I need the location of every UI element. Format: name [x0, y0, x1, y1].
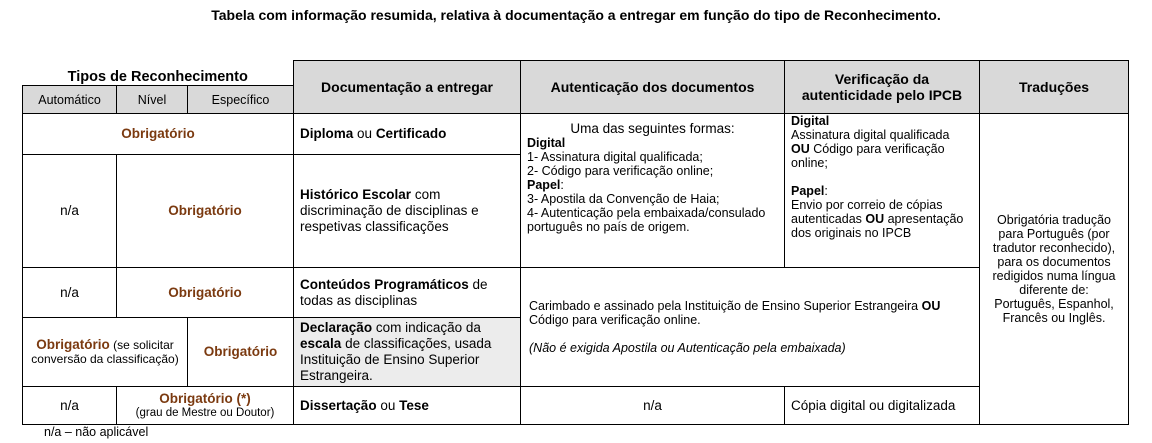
verificacao-header: Verificação da autenticidade pelo IPCB: [785, 61, 980, 114]
dissertacao-automatico: n/a: [23, 387, 117, 425]
dissertacao-verificacao: Cópia digital ou digitalizada: [785, 387, 980, 425]
diploma-doc: Diploma ou Certificado: [294, 114, 521, 155]
historico-doc: Histórico Escolar com discriminação de disciplinas e respetivas classificações: [294, 155, 521, 268]
declaracao-tipo: Obrigatório: [188, 318, 294, 387]
documentacao-header: Documentação a entregar: [294, 61, 521, 114]
dissertacao-tipo: Obrigatório (*) (grau de Mestre ou Doutor): [117, 387, 294, 425]
autenticacao-formas-cell: Uma das seguintes formas: Digital 1- Assinatura digital qualificada; 2- Código para verificação online; Papel: 3- Apostila da Convenção de Haia; 4- Autenticação pela embaixada/consulado português no país de origem.: [521, 114, 785, 268]
traducoes-header: Traduções: [980, 61, 1129, 114]
conteudos-automatico: n/a: [23, 268, 117, 318]
dissertacao-autenticacao: n/a: [521, 387, 785, 425]
conteudos-tipo: Obrigatório: [117, 268, 294, 318]
tipos-header: Tipos de Reconhecimento: [23, 61, 294, 86]
verificacao-ipcb-cell: Digital Assinatura digital qualificada OU Código para verificação online; Papel: Envio por correio de cópias autenticadas OU apresentação dos originais no IPCB: [785, 114, 980, 268]
dissertacao-doc: Dissertação ou Tese: [294, 387, 521, 425]
diploma-tipo: Obrigatório: [23, 114, 294, 155]
documentation-table: [22, 60, 1129, 425]
historico-tipo: Obrigatório: [117, 155, 294, 268]
declaracao-automatico: Obrigatório (se solicitar conversão da classificação): [23, 318, 188, 387]
automatico-header: Automático: [23, 86, 117, 114]
nivel-header: Nível: [117, 86, 188, 114]
carimbado-cell: Carimbado e assinado pela Instituição de Ensino Superior Estrangeira OU Código para verificação online. (Não é exigida Apostila ou Autenticação pela embaixada): [521, 268, 980, 387]
table-caption: Tabela com informação resumida, relativa à documentação a entregar em função do tipo de Reconhecimento.: [211, 7, 941, 23]
historico-automatico: n/a: [23, 155, 117, 268]
conteudos-doc: Conteúdos Programáticos de todas as disciplinas: [294, 268, 521, 318]
footnote: n/a – não aplicável: [44, 425, 149, 439]
especifico-header: Específico: [188, 86, 294, 114]
traducoes-cell: Obrigatória tradução para Português (por tradutor reconhecido), para os documentos redigidos numa língua diferente de: Português, Espanhol, Francês ou Inglês.: [980, 114, 1129, 425]
autenticacao-header: Autenticação dos documentos: [521, 61, 785, 114]
declaracao-doc: Declaração com indicação da escala de classificações, usada Instituição de Ensino Superior Estrangeira.: [294, 318, 521, 387]
